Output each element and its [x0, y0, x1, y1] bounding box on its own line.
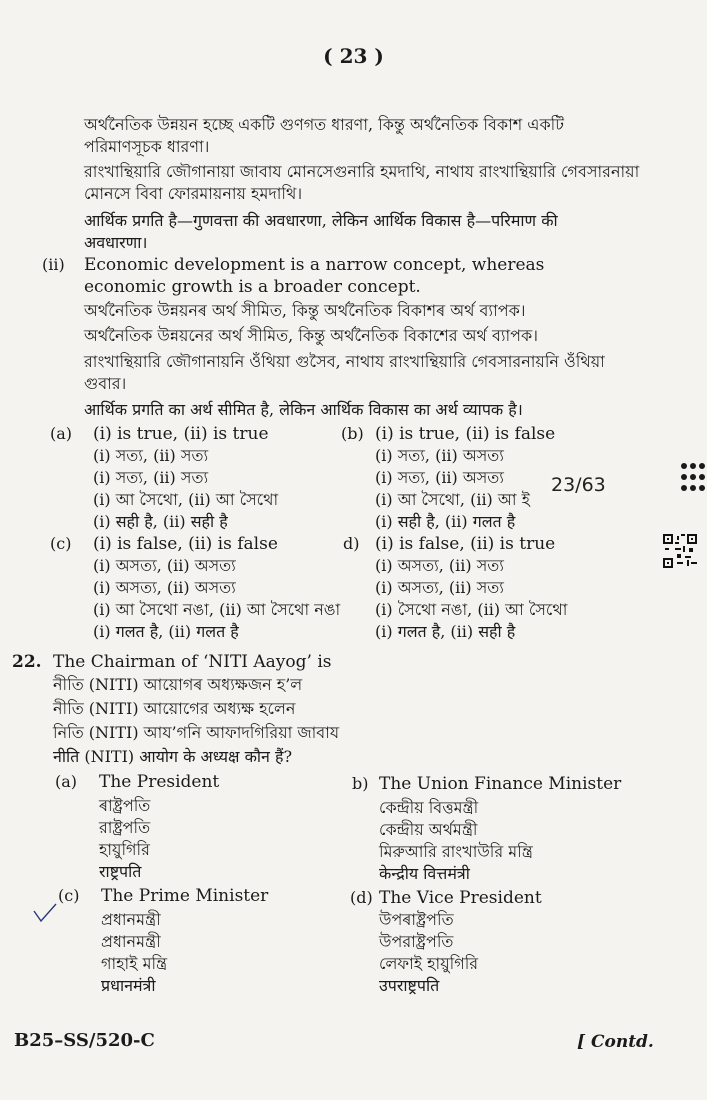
option-c-line: প্ৰধানমন্ত্ৰী — [101, 910, 161, 929]
paper-code: B25–SS/520-C — [14, 1030, 155, 1051]
option-a-line: (i) আ সৈথো, (ii) আ সৈথো — [93, 490, 279, 509]
option-c-line[interactable]: The Prime Minister — [101, 886, 269, 906]
statement-i-line: মোনসে বিবা ফোরমায়নায় হমদাথি। — [84, 184, 303, 203]
option-label: d) — [343, 534, 360, 553]
option-b-line: মিরুআরি রাংখাউরি মন্ত্রি — [379, 842, 533, 861]
statement-ii-line: economic growth is a broader concept. — [84, 277, 421, 297]
handwritten-tick-mark — [32, 902, 58, 924]
option-label: (c) — [58, 886, 80, 905]
option-b-line: (i) সত্য, (ii) অসত্য — [375, 468, 504, 487]
question-text: নিতি (NITI) আয’গনি আফাদগিরিয়া জাবায — [53, 723, 340, 742]
statement-i-line: অর্থনৈতিক উন্নয়ন হচ্ছে একটি গুণগত ধারণা, কিন্তু অর্থনৈতিক বিকাশ একটি — [84, 115, 564, 134]
option-d-line: (i) সৈথো নঙা, (ii) আ সৈথো — [375, 600, 568, 619]
option-a-line[interactable]: The President — [99, 772, 220, 792]
question-text: The Chairman of ‘NITI Aayog’ is — [53, 652, 332, 672]
option-b-line: কেন্দ্রীয় অর্থমন্ত্রী — [379, 820, 478, 839]
option-b-line: (i) আ সৈথো, (ii) আ ই — [375, 490, 530, 509]
option-d-line: (i) অসত্য, (ii) সত্য — [375, 578, 504, 597]
option-c-line[interactable]: (i) is false, (ii) is false — [93, 534, 278, 554]
statement-ii-line: Economic development is a narrow concept, whereas — [84, 255, 545, 275]
option-d-line: (i) অসত্য, (ii) সত্য — [375, 556, 504, 575]
option-a-line: राष्ट्रपति — [99, 862, 142, 881]
option-b-line[interactable]: The Union Finance Minister — [379, 774, 622, 794]
option-a-line: হায়ুগিরি — [99, 840, 150, 859]
option-a-line: ৰাষ্ট্ৰপতি — [99, 796, 151, 815]
option-b-line: केन्द्रीय वित्तमंत्री — [379, 864, 470, 883]
option-b-line: (i) सही है, (ii) गलत है — [375, 512, 516, 531]
question-text: নীতি (NITI) আয়োগের অধ্যক্ষ হলেন — [53, 699, 296, 718]
qr-code-icon[interactable] — [663, 534, 697, 568]
option-c-line: प्रधानमंत्री — [101, 976, 156, 995]
statement-ii-line: অর্থনৈতিক উন্নয়নের অর্থ সীমিত, কিন্তু অর্থনৈতিক বিকাশের অর্থ ব্যাপক। — [84, 326, 538, 345]
option-d-line: লেফাই হায়ুগিরি — [379, 954, 479, 973]
statement-ii-label: (ii) — [42, 255, 65, 274]
option-c-line: (i) गलत है, (ii) गलत है — [93, 622, 239, 641]
option-c-line: প্রধানমন্ত্রী — [101, 932, 161, 951]
option-a-line: (i) সত্য, (ii) সত্য — [93, 468, 209, 487]
option-label: (a) — [55, 772, 78, 791]
option-label: (a) — [50, 424, 73, 443]
continued-label: [ Contd. — [577, 1032, 654, 1052]
page-number: ( 23 ) — [323, 44, 384, 68]
question-text: নীতি (NITI) আয়োগৰ অধ্যক্ষজন হ’ল — [53, 675, 303, 694]
option-d-line[interactable]: The Vice President — [379, 888, 542, 908]
more-options-icon[interactable] — [681, 463, 705, 499]
option-label: (b) — [341, 424, 364, 443]
statement-ii-line: গুবার। — [84, 374, 127, 393]
option-d-line[interactable]: (i) is false, (ii) is true — [375, 534, 556, 554]
statement-ii-line: রাংখান্থিয়ারি জৌগানায়নি ওঁথিয়া গুসৈব, নাথায রাংখান্থিয়ারি গেবসারনায়নি ওঁথিয়া — [84, 352, 605, 371]
option-a-line[interactable]: (i) is true, (ii) is true — [93, 424, 269, 444]
option-a-line: (i) সত্য, (ii) সত্য — [93, 446, 209, 465]
option-label: (d) — [350, 888, 373, 907]
option-c-line: (i) অসত্য, (ii) অসত্য — [93, 556, 236, 575]
statement-i-line: अवधारणा। — [84, 233, 148, 252]
option-c-line: (i) অসত্য, (ii) অসত্য — [93, 578, 236, 597]
option-a-line: রাষ্ট্রপতি — [99, 818, 151, 837]
statement-i-line: পরিমাণসূচক ধারণা। — [84, 137, 210, 156]
option-b-line: কেন্দ্ৰীয় বিত্তমন্ত্ৰী — [379, 798, 479, 817]
page-counter: 23/63 — [551, 474, 606, 496]
option-a-line: (i) सही है, (ii) सही है — [93, 512, 228, 531]
option-c-line: গাহাই মন্ত্রি — [101, 954, 168, 973]
question-number: 22. — [12, 652, 42, 672]
option-label: b) — [352, 774, 369, 793]
option-d-line: उपराष्ट्रपति — [379, 976, 440, 995]
statement-ii-line: অর্থনৈতিক উন্নয়নৰ অৰ্থ সীমিত, কিন্তু অৰ্থনৈতিক বিকাশৰ অৰ্থ ব্যাপক। — [84, 301, 526, 320]
statement-i-line: রাংখান্থিয়ারি জৌগানায়া জাবায মোনসেগুনারি হমদাথি, নাথায রাংখান্থিয়ারি গেবসারনায়া — [84, 162, 640, 181]
option-c-line: (i) আ সৈথো নঙা, (ii) আ সৈথো নঙা — [93, 600, 341, 619]
statement-ii-line: आर्थिक प्रगति का अर्थ सीमित है, लेकिन आर्थिक विकास का अर्थ व्यापक है। — [84, 400, 523, 419]
question-text: नीति (NITI) आयोग के अध्यक्ष कौन हैं? — [53, 747, 293, 766]
option-d-line: উপরাষ্ট্রপতি — [379, 932, 454, 951]
option-b-line: (i) সত্য, (ii) অসত্য — [375, 446, 504, 465]
statement-i-line: आर्थिक प्रगति है—गुणवत्ता की अवधारणा, लेकिन आर्थिक विकास है—परिमाण की — [84, 211, 558, 230]
option-d-line: (i) गलत है, (ii) सही है — [375, 622, 516, 641]
option-b-line[interactable]: (i) is true, (ii) is false — [375, 424, 556, 444]
option-label: (c) — [50, 534, 72, 553]
option-d-line: উপৰাষ্ট্ৰপতি — [379, 910, 454, 929]
